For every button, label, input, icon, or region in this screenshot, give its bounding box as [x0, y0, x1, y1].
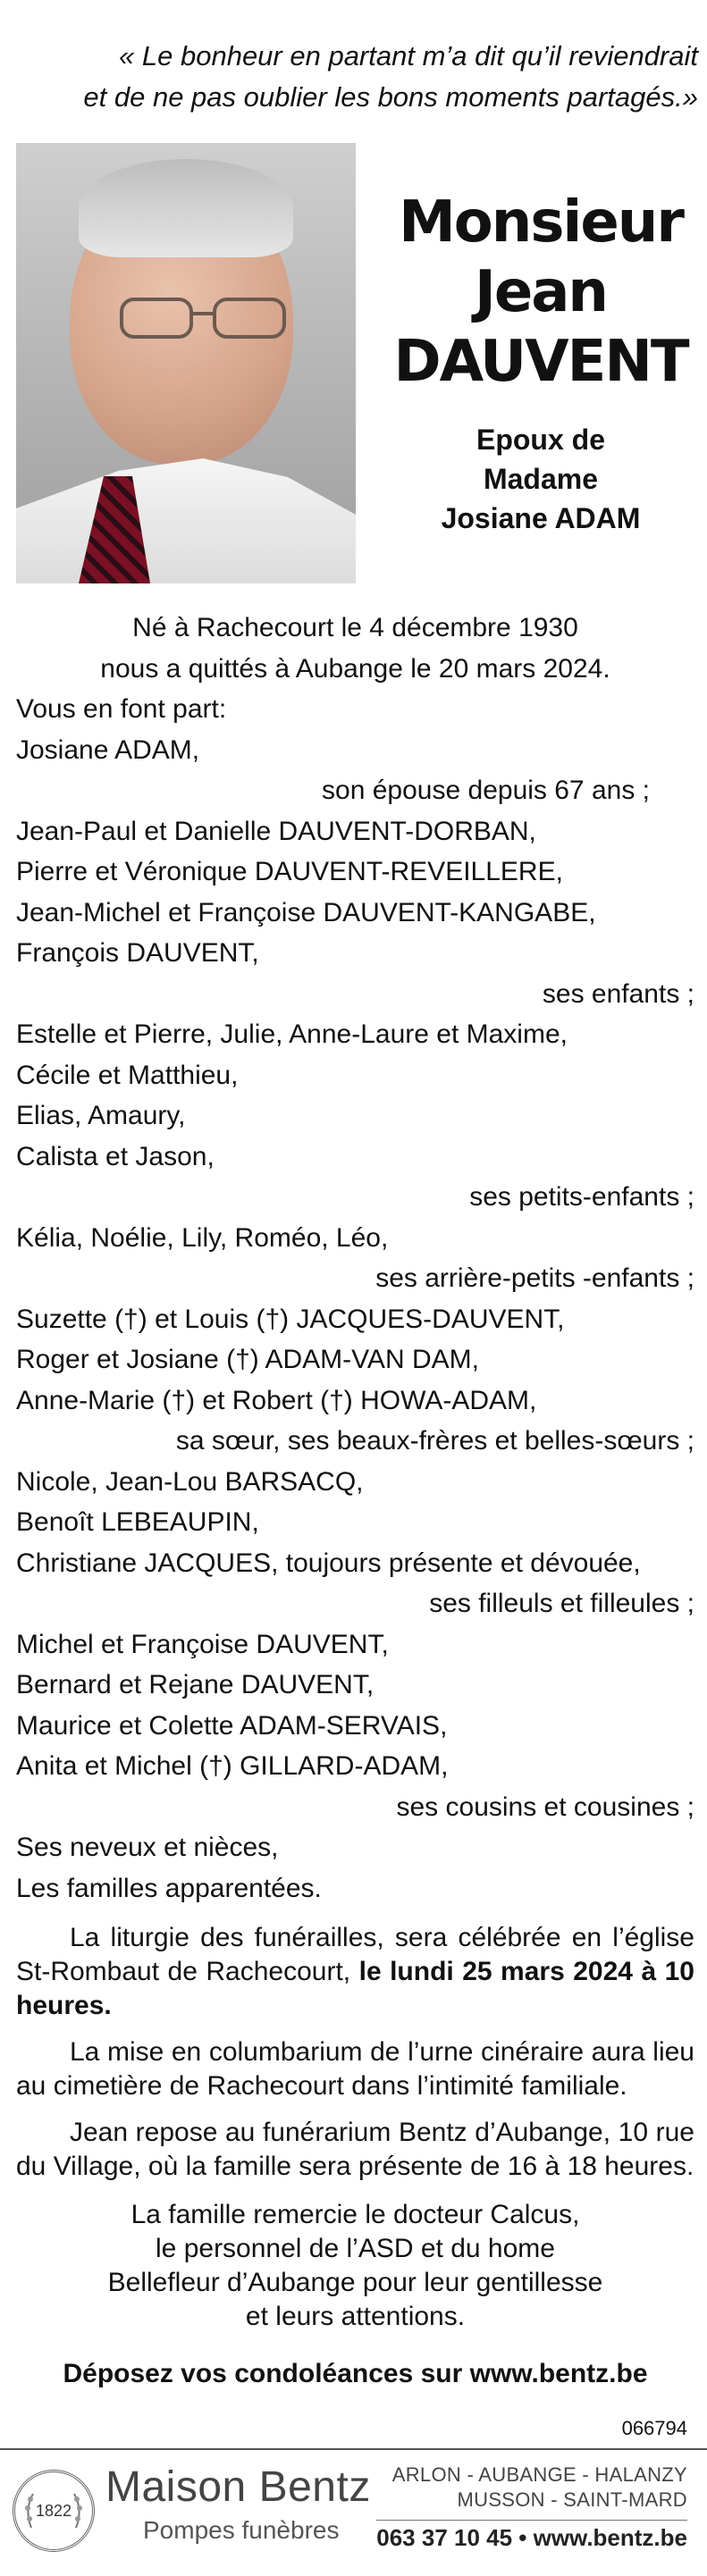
liturgy-paragraph	[16, 1921, 694, 2023]
columbarium-paragraph	[16, 2035, 694, 2103]
portrait-hair	[79, 159, 293, 257]
family-line: Elias, Amaury,	[16, 1101, 186, 1130]
family-line: Kélia, Noélie, Lily, Roméo, Léo,	[16, 1222, 389, 1253]
quote-line-1: « Le bonheur en partant m’a dit qu’il reviendrait	[119, 40, 698, 71]
spouse-line-3: Josiane ADAM	[441, 502, 641, 534]
spouse-block	[384, 420, 697, 538]
contact-info: 063 37 10 45 • www.bentz.be	[376, 2520, 687, 2552]
locations-line-1: ARLON - AUBANGE - HALANZY	[391, 2463, 687, 2486]
birth-line: Né à Rachecourt le 4 décembre 1930	[132, 613, 578, 642]
family-line: Anne-Marie (†) et Robert (†) HOWA-ADAM,	[16, 1385, 537, 1415]
liturgy-text: La liturgie des funérailles, sera célébrée en l’église St-Rombaut de Rachecourt,	[16, 1923, 694, 1986]
family-line: Pierre et Véronique DAUVENT-REVEILLERE,	[16, 857, 563, 886]
family-line: Benoît LEBEAUPIN,	[16, 1507, 259, 1537]
family-line: Anita et Michel (†) GILLARD-ADAM,	[16, 1751, 449, 1781]
family-line: Calista et Jason,	[16, 1141, 215, 1171]
columbarium-text: La mise en columbarium de l’urne cinéraire aura lieu au cimetière de Rachecourt dans l’intimité familiale.	[16, 2037, 694, 2101]
family-relation: ses cousins et cousines ;	[396, 1791, 694, 1822]
death-line: nous a quittés à Aubange le 20 mars 2024.	[100, 653, 610, 684]
announce-line: Vous en font part:	[16, 694, 227, 724]
name-last: DAUVENT	[393, 329, 688, 395]
name-first: Jean	[475, 259, 607, 325]
family-line: Michel et Françoise DAUVENT,	[16, 1629, 389, 1659]
family-line: Jean-Paul et Danielle DAUVENT-DORBAN,	[16, 816, 536, 846]
locations-line-2: MUSSON - SAINT-MARD	[457, 2488, 687, 2511]
funerarium-paragraph	[16, 2116, 694, 2184]
thanks-paragraph	[16, 2198, 694, 2334]
condolences-link: Déposez vos condoléances sur www.bentz.be	[63, 2359, 648, 2388]
seal-logo	[13, 2470, 95, 2552]
quote-line-2: et de ne pas oublier les bons moments partagés.»	[83, 81, 698, 113]
funerarium-text: Jean repose au funérarium Bentz d’Aubange, 10 rue du Village, où la famille sera présente de 16 à 18 heures.	[16, 2118, 694, 2181]
reference-number: 066794	[621, 2417, 687, 2439]
name-title: Monsieur	[399, 189, 683, 256]
epigraph-quote	[9, 36, 698, 118]
family-line: Nicole, Jean-Lou BARSACQ,	[16, 1466, 364, 1497]
spouse-line-1: Epoux de	[476, 424, 605, 456]
locations	[392, 2463, 687, 2513]
brand-name: Maison Bentz	[105, 2463, 371, 2511]
family-line: Maurice et Colette ADAM-SERVAIS,	[16, 1710, 448, 1741]
brand-tagline: Pompes funèbres	[143, 2516, 340, 2544]
liturgy-date: le lundi 25 mars 2024 à 10 heures.	[16, 1957, 694, 2020]
thanks-line-1: La famille remercie le docteur Calcus,	[130, 2200, 580, 2229]
portrait-shirt	[16, 458, 356, 583]
family-line: Cécile et Matthieu,	[16, 1060, 239, 1090]
portrait-photo	[16, 143, 356, 583]
family-relation: son épouse depuis 67 ans ;	[322, 776, 650, 805]
thanks-line-4: et leurs attentions.	[245, 2302, 466, 2331]
spouse-line-2: Madame	[483, 463, 599, 495]
thanks-line-2: le personnel de l’ASD et du home	[156, 2234, 555, 2263]
laurel-icon	[15, 2472, 92, 2549]
family-line: Josiane ADAM,	[16, 734, 200, 765]
deceased-name	[384, 188, 697, 397]
thanks-line-3: Bellefleur d’Aubange pour leur gentillesse	[107, 2268, 603, 2297]
family-line: François DAUVENT,	[16, 938, 259, 968]
family-line: Suzette (†) et Louis (†) JACQUES-DAUVENT,	[16, 1304, 565, 1334]
family-line: Les familles apparentées.	[16, 1873, 322, 1903]
seal-year: 1822	[35, 2501, 72, 2520]
family-relation: ses arrière-petits -enfants ;	[375, 1263, 694, 1293]
family-line: Bernard et Rejane DAUVENT,	[16, 1670, 375, 1699]
family-relation: sa sœur, ses beaux-frères et belles-sœurs ;	[175, 1426, 694, 1456]
funeral-home-footer	[0, 2448, 707, 2576]
family-relation: ses filleuls et filleules ;	[429, 1589, 694, 1618]
family-relation: ses enfants ;	[542, 978, 694, 1009]
family-line: Ses neveux et nièces,	[16, 1833, 279, 1862]
family-relation: ses petits-enfants ;	[469, 1182, 694, 1212]
portrait-glasses	[114, 290, 293, 344]
family-line: Jean-Michel et Françoise DAUVENT-KANGABE,	[16, 897, 596, 927]
family-line: Christiane JACQUES, toujours présente et dévouée,	[16, 1548, 641, 1578]
family-line: Roger et Josiane (†) ADAM-VAN DAM,	[16, 1345, 479, 1374]
family-line: Estelle et Pierre, Julie, Anne-Laure et Maxime,	[16, 1019, 568, 1049]
obituary-body	[16, 608, 694, 2395]
